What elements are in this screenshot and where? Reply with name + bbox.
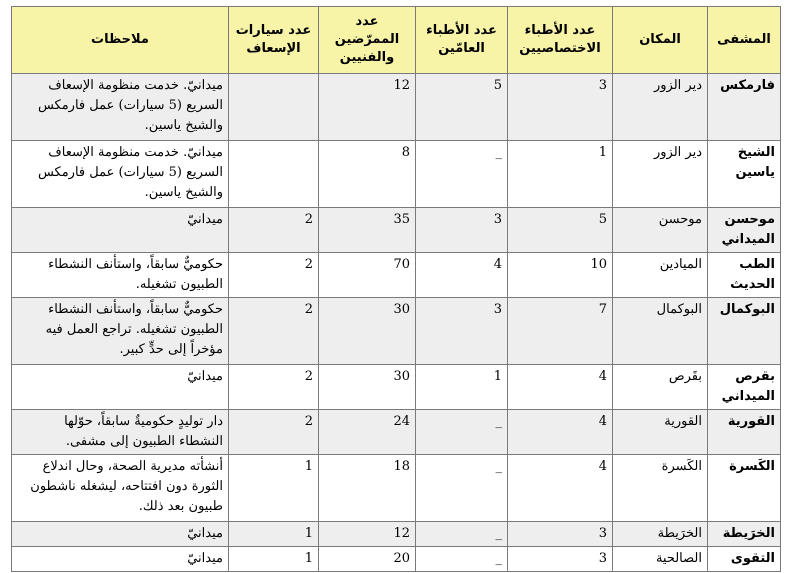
cell-notes: ميدانيّ bbox=[12, 522, 229, 547]
table-row bbox=[12, 547, 781, 572]
cell-location: القورية bbox=[613, 410, 708, 455]
cell-notes: ميدانيّ bbox=[12, 208, 229, 253]
cell-ambulances: 1 bbox=[229, 547, 319, 572]
header-general-doctors: عدد الأطباء العامّين bbox=[416, 7, 508, 74]
cell-specialists: 3 bbox=[508, 547, 613, 572]
header-row bbox=[12, 7, 781, 74]
cell-nurses-technicians: 18 bbox=[319, 455, 416, 522]
cell-general-doctors: _ bbox=[416, 410, 508, 455]
cell-ambulances: 2 bbox=[229, 365, 319, 410]
table-header bbox=[12, 7, 781, 74]
table-row bbox=[12, 298, 781, 365]
cell-specialists: 7 bbox=[508, 298, 613, 365]
table-row bbox=[12, 253, 781, 298]
cell-ambulances: 2 bbox=[229, 253, 319, 298]
cell-specialists: 1 bbox=[508, 141, 613, 208]
table-row bbox=[12, 410, 781, 455]
cell-general-doctors: _ bbox=[416, 455, 508, 522]
cell-specialists: 5 bbox=[508, 208, 613, 253]
cell-hospital: الخرَيطة bbox=[708, 522, 781, 547]
cell-notes: ميدانيّ bbox=[12, 365, 229, 410]
table-row bbox=[12, 455, 781, 522]
header-notes: ملاحظات bbox=[12, 7, 229, 74]
cell-hospital: القورية bbox=[708, 410, 781, 455]
cell-hospital: بقرص الميداني bbox=[708, 365, 781, 410]
cell-general-doctors: 1 bbox=[416, 365, 508, 410]
cell-hospital: فارمكس bbox=[708, 74, 781, 141]
cell-general-doctors: 3 bbox=[416, 298, 508, 365]
cell-ambulances: 2 bbox=[229, 298, 319, 365]
cell-hospital: التقوى bbox=[708, 547, 781, 572]
cell-general-doctors: 4 bbox=[416, 253, 508, 298]
cell-general-doctors: 5 bbox=[416, 74, 508, 141]
cell-ambulances: 2 bbox=[229, 208, 319, 253]
cell-specialists: 3 bbox=[508, 522, 613, 547]
cell-notes: أنشأته مديرية الصحة، وحال اندلاع الثورة دون افتتاحه، ليشغله ناشطون طبيون بعد ذلك. bbox=[12, 455, 229, 522]
cell-ambulances: 1 bbox=[229, 522, 319, 547]
cell-nurses-technicians: 35 bbox=[319, 208, 416, 253]
cell-nurses-technicians: 12 bbox=[319, 74, 416, 141]
cell-ambulances bbox=[229, 141, 319, 208]
cell-general-doctors: _ bbox=[416, 522, 508, 547]
cell-nurses-technicians: 70 bbox=[319, 253, 416, 298]
header-location: المكان bbox=[613, 7, 708, 74]
cell-hospital: الكَسرة bbox=[708, 455, 781, 522]
cell-location: الصالحية bbox=[613, 547, 708, 572]
cell-general-doctors: _ bbox=[416, 547, 508, 572]
cell-general-doctors: _ bbox=[416, 141, 508, 208]
cell-hospital: الشيخ ياسين bbox=[708, 141, 781, 208]
cell-notes: حكوميٌّ سابقاً، واستأنف النشطاء الطبيون تشغيله. bbox=[12, 253, 229, 298]
cell-location: الميادين bbox=[613, 253, 708, 298]
cell-location: البوكمال bbox=[613, 298, 708, 365]
cell-location: الخرَيطة bbox=[613, 522, 708, 547]
cell-notes: ميدانيّ bbox=[12, 547, 229, 572]
cell-notes: ميدانيّ. خدمت منظومة الإسعاف السريع (5 سيارات) عمل فارمكس والشيخ ياسين. bbox=[12, 74, 229, 141]
cell-nurses-technicians: 30 bbox=[319, 298, 416, 365]
table-row bbox=[12, 365, 781, 410]
header-specialists: عدد الأطباء الاختصاصيين bbox=[508, 7, 613, 74]
cell-nurses-technicians: 12 bbox=[319, 522, 416, 547]
cell-location: موحسن bbox=[613, 208, 708, 253]
cell-hospital: موحسن الميداني bbox=[708, 208, 781, 253]
cell-notes: حكوميٌّ سابقاً، واستأنف النشطاء الطبيون تشغيله. تراجع العمل فيه مؤخراً إلى حدٍّ كبير. bbox=[12, 298, 229, 365]
table-row bbox=[12, 141, 781, 208]
cell-notes: دار توليدٍ حكوميةٌ سابقاً، حوّلها النشطاء الطبيون إلى مشفى. bbox=[12, 410, 229, 455]
cell-specialists: 3 bbox=[508, 74, 613, 141]
cell-location: بقَرص bbox=[613, 365, 708, 410]
cell-nurses-technicians: 8 bbox=[319, 141, 416, 208]
cell-nurses-technicians: 30 bbox=[319, 365, 416, 410]
hospitals-table bbox=[11, 6, 781, 572]
cell-location: دير الزور bbox=[613, 74, 708, 141]
header-hospital: المشفى bbox=[708, 7, 781, 74]
table-row bbox=[12, 522, 781, 547]
cell-nurses-technicians: 24 bbox=[319, 410, 416, 455]
cell-specialists: 4 bbox=[508, 455, 613, 522]
cell-location: الكَسرة bbox=[613, 455, 708, 522]
cell-specialists: 4 bbox=[508, 365, 613, 410]
cell-nurses-technicians: 20 bbox=[319, 547, 416, 572]
cell-ambulances bbox=[229, 74, 319, 141]
cell-ambulances: 2 bbox=[229, 410, 319, 455]
cell-hospital: الطب الحديث bbox=[708, 253, 781, 298]
cell-ambulances: 1 bbox=[229, 455, 319, 522]
cell-location: دير الزور bbox=[613, 141, 708, 208]
cell-notes: ميدانيّ. خدمت منظومة الإسعاف السريع (5 سيارات) عمل فارمكس والشيخ ياسين. bbox=[12, 141, 229, 208]
cell-specialists: 4 bbox=[508, 410, 613, 455]
cell-general-doctors: 3 bbox=[416, 208, 508, 253]
header-ambulances: عدد سيارات الإسعاف bbox=[229, 7, 319, 74]
cell-hospital: البوكمال bbox=[708, 298, 781, 365]
cell-specialists: 10 bbox=[508, 253, 613, 298]
table-body bbox=[12, 74, 781, 572]
header-nurses-technicians: عدد الممرّضين والفنيين bbox=[319, 7, 416, 74]
table-row bbox=[12, 208, 781, 253]
table-row bbox=[12, 74, 781, 141]
